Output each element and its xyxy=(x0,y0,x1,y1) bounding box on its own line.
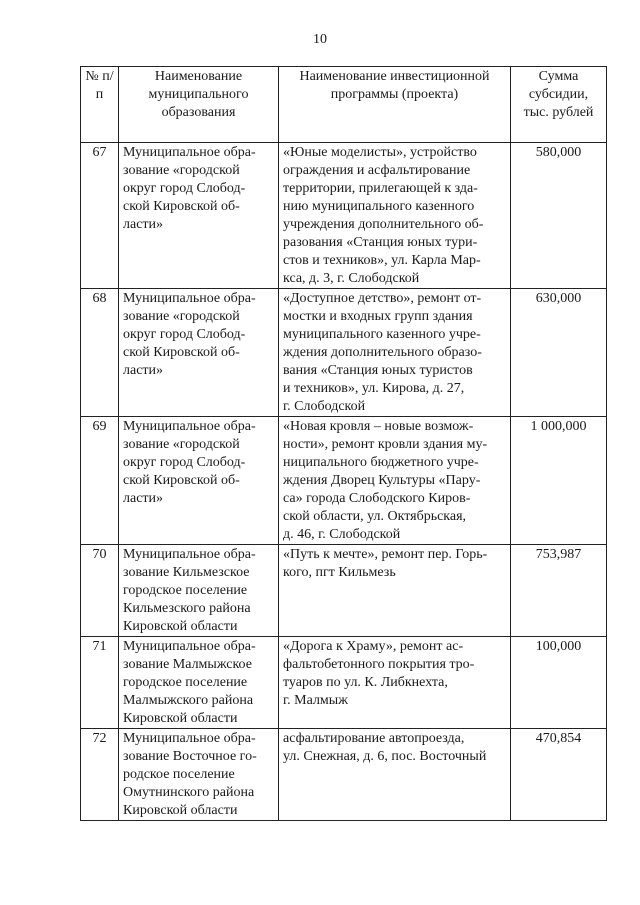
row-number: 72 xyxy=(81,729,119,821)
program-cell xyxy=(279,289,511,417)
program-line: «Путь к мечте», ремонт пер. Горь- xyxy=(283,547,488,562)
municipality-line: ской Кировской об- xyxy=(123,345,240,360)
row-number: 71 xyxy=(81,637,119,729)
municipality-line: округ город Слобод- xyxy=(123,455,246,470)
table-row xyxy=(81,545,607,637)
municipality-line: округ город Слобод- xyxy=(123,327,246,342)
program-line: учреждения дополнительного об- xyxy=(283,217,484,232)
program-line: ности», ремонт кровли здания му- xyxy=(283,437,488,452)
program-line: «Юные моделисты», устройство xyxy=(283,145,477,160)
program-cell xyxy=(279,545,511,637)
program-cell xyxy=(279,417,511,545)
municipality-line: Муниципальное обра- xyxy=(123,731,256,746)
program-line: кого, пгт Кильмезь xyxy=(283,565,396,580)
municipality-line: Малмыжского района xyxy=(123,693,254,708)
program-line: «Новая кровля – новые возмож- xyxy=(283,419,474,434)
page-number: 10 xyxy=(313,32,327,47)
municipality-line: ласти» xyxy=(123,217,164,232)
table-row xyxy=(81,637,607,729)
municipality-cell xyxy=(119,417,279,545)
row-number: 67 xyxy=(81,143,119,289)
municipality-cell xyxy=(119,729,279,821)
table-row xyxy=(81,417,607,545)
subsidy-amount: 100,000 xyxy=(511,637,607,729)
program-cell xyxy=(279,637,511,729)
program-line: и техников», ул. Кирова, д. 27, xyxy=(283,381,465,396)
header-sum: Сумма субсидии, тыс. рублей xyxy=(511,67,607,143)
municipality-line: зование «городской xyxy=(123,163,240,178)
municipality-line: Муниципальное обра- xyxy=(123,291,256,306)
municipality-line: зование Восточное го- xyxy=(123,749,257,764)
municipality-line: зование «городской xyxy=(123,309,240,324)
municipality-line: Муниципальное обра- xyxy=(123,547,256,562)
table-header-row xyxy=(81,67,607,143)
municipality-cell xyxy=(119,637,279,729)
subsidy-amount: 1 000,000 xyxy=(511,417,607,545)
subsidy-amount: 753,987 xyxy=(511,545,607,637)
row-number: 70 xyxy=(81,545,119,637)
header-number: № п/п xyxy=(81,67,119,143)
program-cell xyxy=(279,729,511,821)
subsidy-amount: 580,000 xyxy=(511,143,607,289)
program-line: «Доступное детство», ремонт от- xyxy=(283,291,482,306)
table-row xyxy=(81,289,607,417)
municipality-line: зование Малмыжское xyxy=(123,657,252,672)
municipality-line: Омутнинского района xyxy=(123,785,255,800)
municipality-line: Муниципальное обра- xyxy=(123,639,256,654)
program-line: стов и техников», ул. Карла Мар- xyxy=(283,253,481,268)
municipality-line: Кильмезского района xyxy=(123,601,251,616)
program-line: фальтобетонного покрытия тро- xyxy=(283,657,475,672)
program-line: ждения Дворец Культуры «Пару- xyxy=(283,473,481,488)
municipality-line: Муниципальное обра- xyxy=(123,419,256,434)
municipality-line: ласти» xyxy=(123,363,164,378)
municipality-line: округ город Слобод- xyxy=(123,181,246,196)
subsidy-table xyxy=(80,66,607,821)
subsidy-amount: 470,854 xyxy=(511,729,607,821)
municipality-cell xyxy=(119,545,279,637)
municipality-line: ласти» xyxy=(123,491,164,506)
program-line: ской области, ул. Октябрьская, xyxy=(283,509,467,524)
program-line: мостки и входных групп здания xyxy=(283,309,473,324)
municipality-cell xyxy=(119,143,279,289)
program-line: асфальтирование автопроезда, xyxy=(283,731,465,746)
municipality-line: родское поселение xyxy=(123,767,235,782)
municipality-line: городское поселение xyxy=(123,675,248,690)
program-line: са» города Слободского Киров- xyxy=(283,491,471,506)
program-line: ждения дополнительного образо- xyxy=(283,345,482,360)
program-line: нию муниципального казенного xyxy=(283,199,475,214)
municipality-line: Муниципальное обра- xyxy=(123,145,256,160)
table-row xyxy=(81,729,607,821)
row-number: 69 xyxy=(81,417,119,545)
municipality-line: Кировской области xyxy=(123,803,238,818)
municipality-cell xyxy=(119,289,279,417)
program-line: туаров по ул. К. Либкнехта, xyxy=(283,675,448,690)
header-municipality: Наименование муниципального образования xyxy=(119,67,279,143)
program-line: кса, д. 3, г. Слободской xyxy=(283,271,420,286)
row-number: 68 xyxy=(81,289,119,417)
program-line: «Дорога к Храму», ремонт ас- xyxy=(283,639,464,654)
header-program: Наименование инвестиционной программы (проекта) xyxy=(279,67,511,143)
municipality-line: Кировской области xyxy=(123,711,238,726)
municipality-line: Кировской области xyxy=(123,619,238,634)
municipality-line: зование Кильмезское xyxy=(123,565,250,580)
program-line: разования «Станция юных тури- xyxy=(283,235,478,250)
program-line: муниципального казенного учре- xyxy=(283,327,481,342)
program-cell xyxy=(279,143,511,289)
program-line: д. 46, г. Слободской xyxy=(283,527,401,542)
table-body xyxy=(81,143,607,821)
program-line: г. Слободской xyxy=(283,399,366,414)
table-row xyxy=(81,143,607,289)
program-line: г. Малмыж xyxy=(283,693,348,708)
subsidy-amount: 630,000 xyxy=(511,289,607,417)
municipality-line: ской Кировской об- xyxy=(123,199,240,214)
program-line: территории, прилегающей к зда- xyxy=(283,181,478,196)
program-line: ниципального бюджетного учре- xyxy=(283,455,479,470)
program-line: ограждения и асфальтирование xyxy=(283,163,471,178)
municipality-line: ской Кировской об- xyxy=(123,473,240,488)
program-line: вания «Станция юных туристов xyxy=(283,363,473,378)
municipality-line: зование «городской xyxy=(123,437,240,452)
municipality-line: городское поселение xyxy=(123,583,248,598)
program-line: ул. Снежная, д. 6, пос. Восточный xyxy=(283,749,487,764)
